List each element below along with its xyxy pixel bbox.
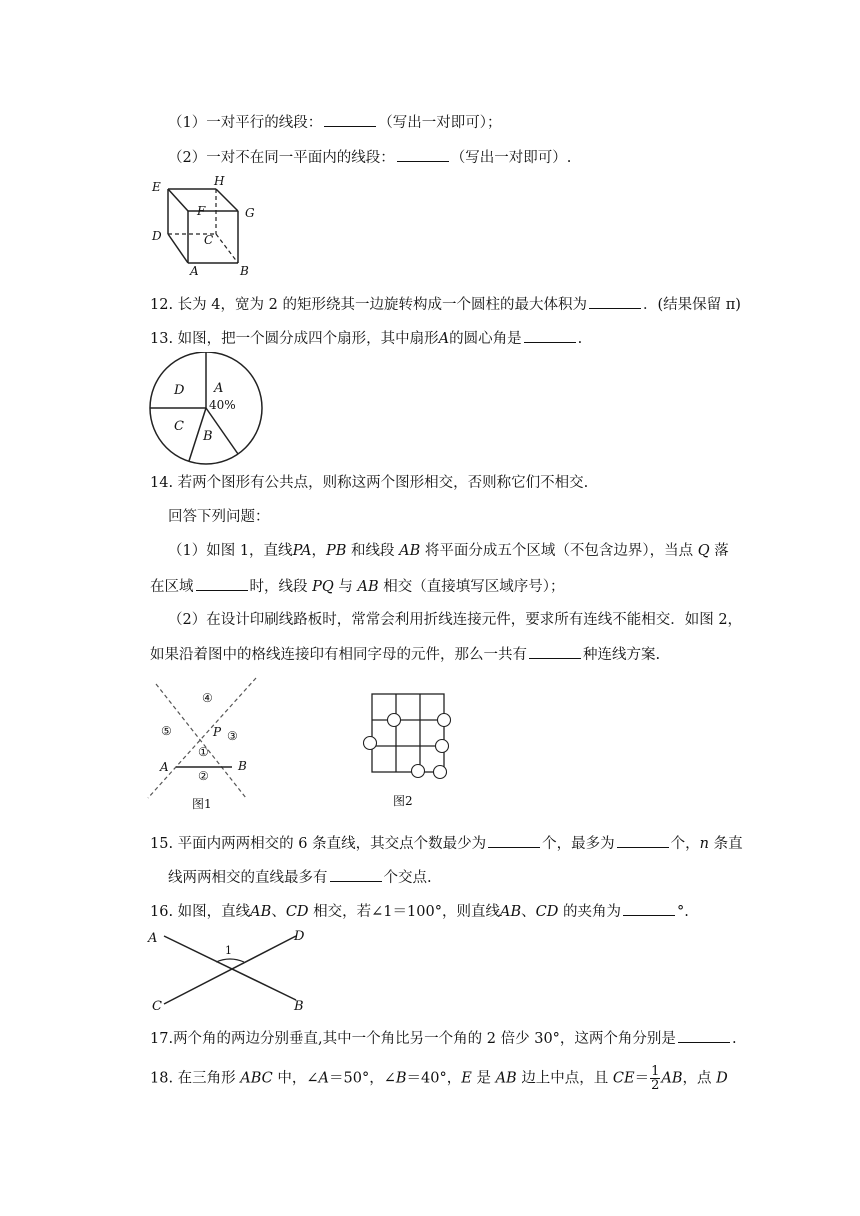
q14-p1-text2: 和线段 xyxy=(351,543,395,559)
q12 xyxy=(150,294,741,315)
fig1-label-A: A xyxy=(160,760,169,774)
q14-number: 14. xyxy=(150,475,174,491)
q11-part1-text: （1）一对平行的线段： xyxy=(168,115,323,131)
q15-text: 平面内两两相交的 6 条直线，其交点个数最少为 xyxy=(177,836,487,852)
answer-blank[interactable] xyxy=(678,1028,730,1043)
answer-blank[interactable] xyxy=(397,147,449,162)
q18-text2: 中，∠ xyxy=(277,1070,319,1087)
q16-text3: 的夹角为 xyxy=(562,904,621,920)
var-PQ: PQ xyxy=(312,579,334,595)
q18-text4: ＝40°， xyxy=(406,1070,462,1087)
region-4: ④ xyxy=(202,691,213,705)
q15-tail: 个交点. xyxy=(383,870,432,886)
pie-label-A: A xyxy=(214,381,224,396)
cube-label-C: C xyxy=(204,233,214,247)
q14-part2-cont xyxy=(150,644,660,665)
q14-intro: 若两个图形有公共点，则称这两个图形相交，否则称它们不相交. xyxy=(177,475,589,491)
region-3: ③ xyxy=(227,729,238,743)
var-B: B xyxy=(395,1070,407,1087)
var-AB: AB xyxy=(499,904,522,920)
q15-text4: 条直 xyxy=(713,836,743,852)
q14-p1-text8: 相交（直接填写区域序号）； xyxy=(383,579,565,595)
var-AB: AB xyxy=(357,579,379,595)
q18 xyxy=(150,1065,728,1092)
region-5: ⑤ xyxy=(161,724,172,738)
q14-p1-text7: 与 xyxy=(338,579,353,595)
q12-text: 长为 4，宽为 2 的矩形绕其一边旋转构成一个圆柱的最大体积为 xyxy=(177,297,587,313)
var-AB: AB xyxy=(250,904,272,920)
answer-blank[interactable] xyxy=(529,644,581,659)
fraction-denominator: 2 xyxy=(651,1078,660,1093)
sep: 、 xyxy=(521,904,536,920)
q14-part1 xyxy=(168,541,729,561)
q17-text: 两个角的两边分别垂直,其中一个角比另一个角的 2 倍少 30°，这两个角分别是 xyxy=(173,1031,676,1047)
q15-text2: 个，最多为 xyxy=(542,836,615,852)
var-CD: CD xyxy=(285,904,309,920)
q14-p2-text: （2）在设计印刷线路板时，常常会利用折线连接元件，要求所有连线不能相交．如图 2， xyxy=(168,612,743,628)
var-AB: AB xyxy=(399,543,421,559)
fig1-label-B: B xyxy=(238,759,247,773)
q15-text3: 个， xyxy=(670,836,700,852)
cube-label-F: F xyxy=(197,204,206,218)
q17-tail: . xyxy=(731,1031,737,1047)
q17-number: 17. xyxy=(150,1031,174,1047)
label-C: C xyxy=(152,999,162,1012)
fig1-caption: 图1 xyxy=(192,797,212,811)
component-node xyxy=(434,766,447,779)
q14-p2-text2: 如果沿着图中的格线连接印有相同字母的元件，那么一共有 xyxy=(150,647,527,663)
component-node xyxy=(438,714,451,727)
label-A: A xyxy=(148,931,158,946)
q14-part2 xyxy=(168,610,742,630)
q11-part2 xyxy=(168,147,571,168)
cube-figure xyxy=(146,172,266,280)
q18-eq: ＝ xyxy=(634,1070,650,1087)
component-node xyxy=(388,714,401,727)
q14 xyxy=(150,473,588,493)
figure-2 xyxy=(360,690,460,814)
var-CE: CE xyxy=(612,1070,635,1087)
answer-blank[interactable] xyxy=(617,833,669,848)
q14-ask xyxy=(168,507,270,527)
answer-blank[interactable] xyxy=(196,576,248,591)
q16-text: 如图，直线 xyxy=(177,904,251,920)
q13 xyxy=(150,328,582,349)
fig2-caption: 图2 xyxy=(393,794,413,808)
q16-tail: °. xyxy=(676,904,689,920)
angle-label-1: 1 xyxy=(225,944,232,957)
pie-figure xyxy=(146,352,266,468)
q16-number: 16. xyxy=(150,904,174,920)
component-node xyxy=(364,737,377,750)
var-D: D xyxy=(716,1070,728,1087)
sep: 、 xyxy=(271,904,286,920)
cube-label-A: A xyxy=(190,264,199,278)
q18-number: 18. xyxy=(150,1070,174,1087)
q12-number: 12. xyxy=(150,297,174,313)
pie-label-B: B xyxy=(203,429,213,444)
answer-blank[interactable] xyxy=(623,901,675,916)
region-1: ① xyxy=(198,745,209,759)
answer-blank[interactable] xyxy=(324,112,376,127)
q14-p2-tail: 种连线方案. xyxy=(583,647,661,663)
q14-ask-text: 回答下列问题： xyxy=(168,509,270,525)
q15 xyxy=(150,833,743,854)
q18-text7: ，点 xyxy=(682,1070,712,1087)
q13-tail: . xyxy=(577,331,583,347)
q13-text2: 的圆心角是 xyxy=(449,331,522,347)
label-B: B xyxy=(294,999,304,1012)
q18-text5: 是 xyxy=(476,1070,491,1087)
answer-blank[interactable] xyxy=(524,328,576,343)
figure-1 xyxy=(146,674,264,812)
q14-p1-text5: 在区域 xyxy=(150,579,194,595)
component-node xyxy=(436,740,449,753)
var-E: E xyxy=(461,1070,472,1087)
var-PA: PA xyxy=(292,543,312,559)
fig1-label-P: P xyxy=(213,725,222,739)
var-Q: Q xyxy=(697,543,710,559)
cube-label-D: D xyxy=(152,229,162,243)
q18-text6: 边上中点，且 xyxy=(521,1070,609,1087)
q15-cont xyxy=(168,867,432,888)
var-AB: AB xyxy=(661,1070,683,1087)
component-node xyxy=(412,765,425,778)
q15-number: 15. xyxy=(150,836,174,852)
q12-tail: ．(结果保留 π) xyxy=(642,297,741,313)
q11-part2-tail: （写出一对即可）. xyxy=(450,150,572,166)
q14-part1-cont xyxy=(150,576,564,597)
var-n: n xyxy=(699,836,709,852)
q16 xyxy=(150,901,689,922)
q18-text: 在三角形 xyxy=(177,1070,236,1087)
intersect-figure xyxy=(146,926,312,1012)
q11-part2-text: （2）一对不在同一平面内的线段： xyxy=(168,150,395,166)
answer-blank[interactable] xyxy=(589,294,641,309)
var-AB: AB xyxy=(495,1070,517,1087)
q14-p1-text4: 落 xyxy=(714,543,729,559)
answer-blank[interactable] xyxy=(330,867,382,882)
comma: ， xyxy=(311,543,326,559)
q18-text3: ＝50°，∠ xyxy=(329,1070,396,1087)
q17 xyxy=(150,1028,737,1049)
cube-label-B: B xyxy=(240,264,249,278)
fraction-one-half xyxy=(650,1065,660,1092)
pie-label-pct: 40% xyxy=(209,398,236,412)
cube-label-E: E xyxy=(152,180,161,194)
q15-text5: 线两两相交的直线最多有 xyxy=(168,870,328,886)
var-PB: PB xyxy=(325,543,347,559)
q14-p1-text6: 时，线段 xyxy=(249,579,308,595)
q13-number: 13. xyxy=(150,331,174,347)
q13-var: A xyxy=(438,331,450,347)
q16-text2: 相交，若∠1＝100°，则直线 xyxy=(313,904,500,920)
var-A: A xyxy=(318,1070,330,1087)
fraction-numerator: 1 xyxy=(651,1064,660,1079)
q11-part1 xyxy=(168,112,501,133)
cube-label-H: H xyxy=(214,174,225,188)
cube-label-G: G xyxy=(245,206,255,220)
q14-p1-text: （1）如图 1，直线 xyxy=(168,543,293,559)
q13-text: 如图，把一个圆分成四个扇形，其中扇形 xyxy=(177,331,439,347)
var-CD: CD xyxy=(535,904,559,920)
pie-label-D: D xyxy=(174,383,185,398)
pie-label-C: C xyxy=(174,419,184,434)
region-2: ② xyxy=(198,769,209,783)
q14-p1-text3: 将平面分成五个区域（不包含边界），当点 xyxy=(424,543,694,559)
label-D: D xyxy=(294,929,305,944)
answer-blank[interactable] xyxy=(488,833,540,848)
var-ABC: ABC xyxy=(240,1070,273,1087)
q11-part1-tail: （写出一对即可）； xyxy=(378,115,502,131)
